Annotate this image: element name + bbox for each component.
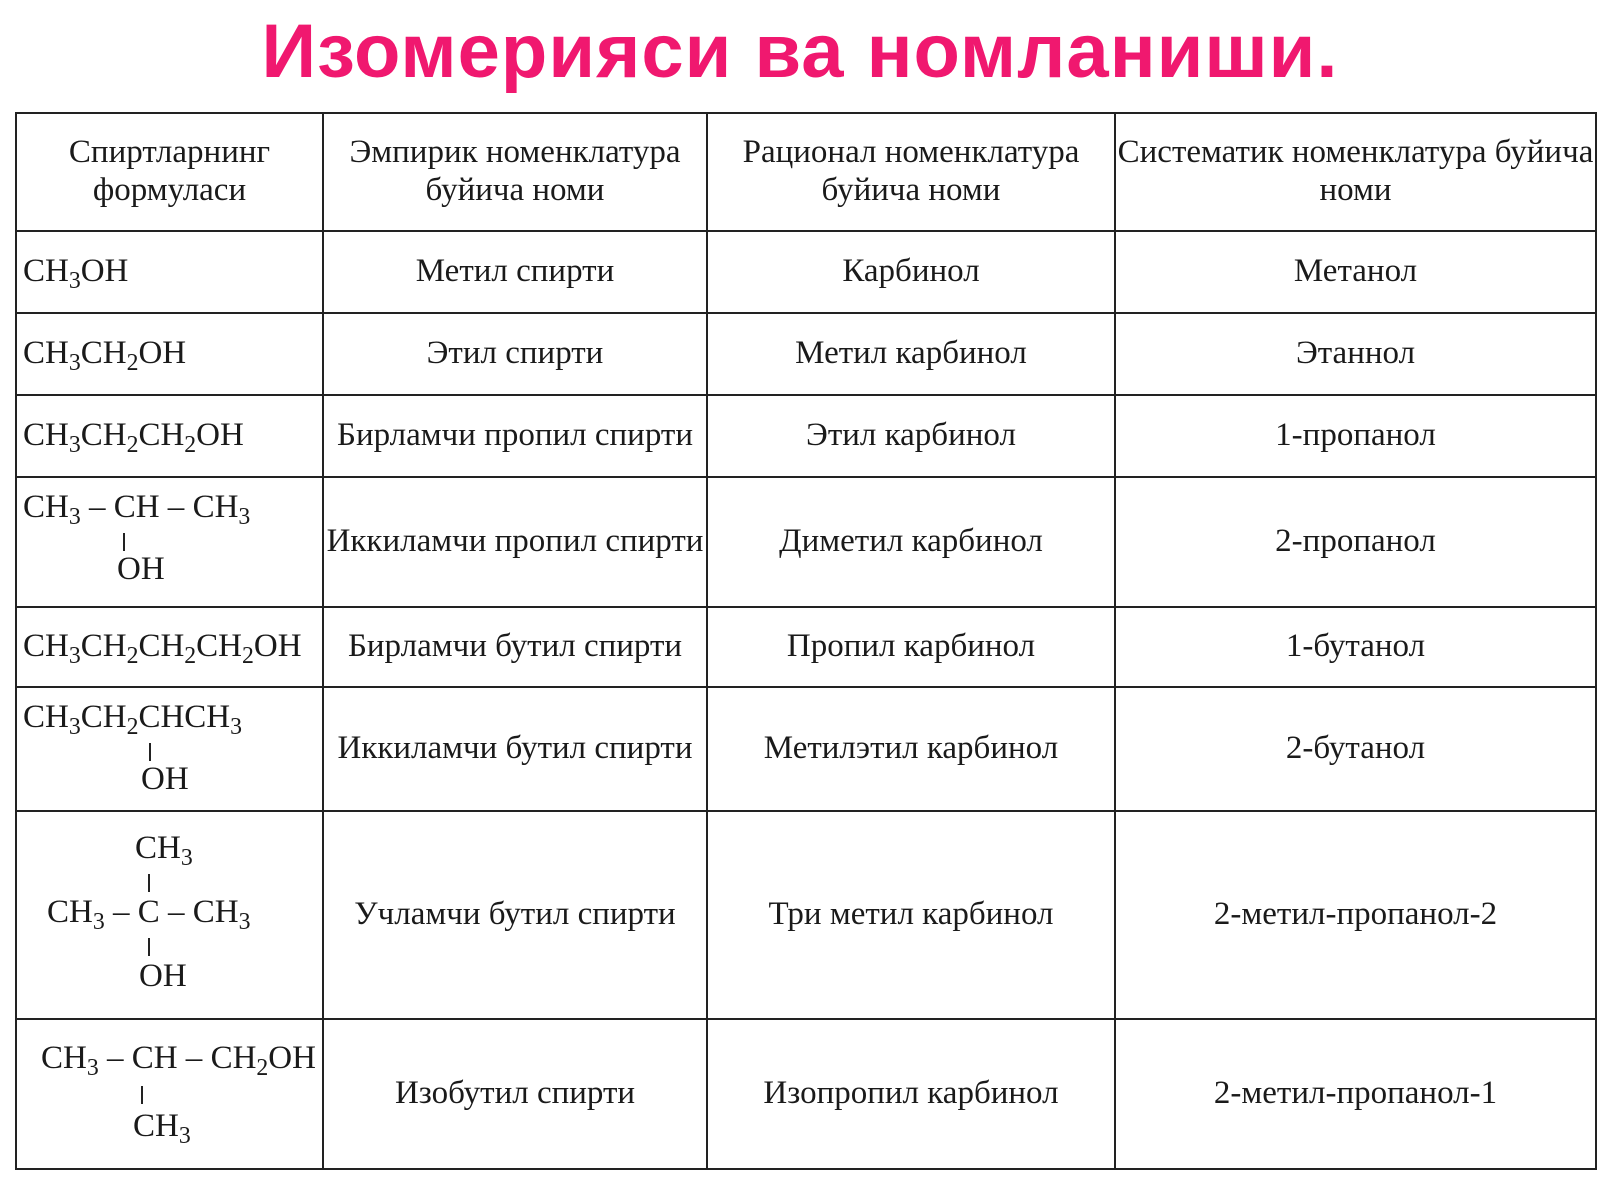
formula-part: CH xyxy=(80,699,127,735)
formula-part: CH xyxy=(80,417,127,454)
formula-subscript: 3 xyxy=(238,504,251,531)
formula-part: OH xyxy=(268,1040,316,1076)
formula xyxy=(17,820,322,1010)
formula-oh-group: OH xyxy=(117,551,165,587)
formula-subscript: 3 xyxy=(68,504,81,531)
systematic-name: 2-бутанол xyxy=(1115,687,1596,811)
formula-part: OH xyxy=(138,335,187,372)
formula-cell xyxy=(16,607,323,687)
formula-cell xyxy=(16,231,323,313)
systematic-name: Метанол xyxy=(1115,231,1596,313)
formula-main-chain xyxy=(41,1040,316,1082)
bond-line xyxy=(148,874,150,892)
formula xyxy=(17,691,322,807)
table-row xyxy=(16,1019,1596,1169)
table-row xyxy=(16,477,1596,607)
formula-cell xyxy=(16,395,323,477)
formula-subscript: 2 xyxy=(242,643,254,670)
systematic-name: Этаннол xyxy=(1115,313,1596,395)
formula-part: – CH – xyxy=(80,489,193,525)
bond-line xyxy=(149,743,151,761)
table-row xyxy=(16,811,1596,1019)
formula-part: – CH – xyxy=(98,1040,211,1076)
formula-part: CH xyxy=(23,628,69,665)
header-rational: Рационал номенклатура буйича номи xyxy=(707,113,1115,231)
table-row xyxy=(16,607,1596,687)
formula-part: CH xyxy=(138,628,185,665)
formula-subscript: 2 xyxy=(256,1055,269,1082)
systematic-name: 1-пропанол xyxy=(1115,395,1596,477)
formula-top-group xyxy=(135,830,193,872)
formula-subscript: 3 xyxy=(92,909,105,936)
formula-part: OH xyxy=(253,628,302,665)
rational-name: Этил карбинол xyxy=(707,395,1115,477)
systematic-name: 2-метил-пропанол-2 xyxy=(1115,811,1596,1019)
formula-part: CH xyxy=(192,894,239,930)
rational-name: Изопропил карбинол xyxy=(707,1019,1115,1169)
formula-subscript: 2 xyxy=(126,643,139,670)
empirical-name: Бирламчи бутил спирти xyxy=(323,607,707,687)
rational-name: Карбинол xyxy=(707,231,1115,313)
formula-part: CH xyxy=(138,417,185,454)
page-title: Изомерияси ва номланиши. xyxy=(261,9,1339,94)
formula-cell xyxy=(16,687,323,811)
formula-subscript: 3 xyxy=(68,268,81,295)
header-row xyxy=(16,113,1596,231)
rational-name: Метилэтил карбинол xyxy=(707,687,1115,811)
formula xyxy=(17,628,322,670)
formula-part: OH xyxy=(196,417,244,454)
formula-subscript: 3 xyxy=(238,909,251,936)
formula-subscript: 3 xyxy=(68,432,81,459)
formula-part: CH xyxy=(135,830,181,866)
table-row xyxy=(16,687,1596,811)
empirical-name: Иккиламчи пропил спирти xyxy=(323,477,707,607)
formula-subscript: 3 xyxy=(68,643,81,670)
formula-part: CH xyxy=(80,628,127,665)
formula-subscript: 3 xyxy=(178,1123,191,1150)
formula-part: CH xyxy=(133,1108,179,1144)
formula xyxy=(17,417,322,459)
rational-name: Диметил карбинол xyxy=(707,477,1115,607)
rational-name: Пропил карбинол xyxy=(707,607,1115,687)
formula xyxy=(17,1024,322,1164)
formula-subscript: 3 xyxy=(86,1055,99,1082)
formula-part: CH xyxy=(192,489,239,525)
formula-part: CH xyxy=(47,894,93,930)
rational-name: Три метил карбинол xyxy=(707,811,1115,1019)
formula-part: CH xyxy=(80,335,127,372)
formula-part: CH xyxy=(23,253,69,290)
formula-cell xyxy=(16,477,323,607)
formula-cell xyxy=(16,313,323,395)
formula-part: CH xyxy=(196,628,242,665)
formula-main-chain xyxy=(23,699,242,741)
formula-methyl-group xyxy=(133,1108,191,1150)
formula xyxy=(17,335,322,377)
formula xyxy=(17,481,322,603)
table-row xyxy=(16,395,1596,477)
formula-part: CH xyxy=(23,417,69,454)
formula-part: CHCH xyxy=(138,699,231,735)
formula-part: CH xyxy=(23,699,69,735)
formula-oh-group: OH xyxy=(141,761,189,797)
formula-part: CH xyxy=(23,489,69,525)
formula-part: – C – xyxy=(104,894,193,930)
formula-subscript: 2 xyxy=(126,432,139,459)
empirical-name: Учламчи бутил спирти xyxy=(323,811,707,1019)
systematic-name: 2-метил-пропанол-1 xyxy=(1115,1019,1596,1169)
formula-subscript: 2 xyxy=(184,432,197,459)
formula-subscript: 3 xyxy=(68,350,81,377)
formula xyxy=(17,253,322,295)
systematic-name: 2-пропанол xyxy=(1115,477,1596,607)
bond-line xyxy=(123,533,125,551)
bond-line xyxy=(148,938,150,956)
formula-cell xyxy=(16,1019,323,1169)
formula-main-chain xyxy=(23,489,251,531)
empirical-name: Бирламчи пропил спирти xyxy=(323,395,707,477)
alcohols-table xyxy=(15,112,1597,1170)
formula-oh-group: OH xyxy=(139,958,187,994)
formula-subscript: 3 xyxy=(180,845,193,872)
formula-subscript: 3 xyxy=(68,714,81,741)
empirical-name: Иккиламчи бутил спирти xyxy=(323,687,707,811)
formula-part: CH xyxy=(41,1040,87,1076)
empirical-name: Этил спирти xyxy=(323,313,707,395)
table-row xyxy=(16,313,1596,395)
formula-subscript: 2 xyxy=(126,714,139,741)
formula-subscript: 3 xyxy=(230,714,242,741)
empirical-name: Изобутил спирти xyxy=(323,1019,707,1169)
table-row xyxy=(16,231,1596,313)
header-empirical: Эмпирик номенклатура буйича номи xyxy=(323,113,707,231)
formula-cell xyxy=(16,811,323,1019)
header-systematic: Систематик номенклатура буйича номи xyxy=(1115,113,1596,231)
empirical-name: Метил спирти xyxy=(323,231,707,313)
formula-part: CH xyxy=(210,1040,257,1076)
header-formula: Спиртларнинг формуласи xyxy=(16,113,323,231)
formula-part: OH xyxy=(80,253,129,290)
formula-subscript: 2 xyxy=(184,643,197,670)
systematic-name: 1-бутанол xyxy=(1115,607,1596,687)
formula-subscript: 2 xyxy=(126,350,139,377)
bond-line xyxy=(141,1086,143,1104)
formula-main-chain xyxy=(47,894,251,936)
rational-name: Метил карбинол xyxy=(707,313,1115,395)
formula-part: CH xyxy=(23,335,69,372)
